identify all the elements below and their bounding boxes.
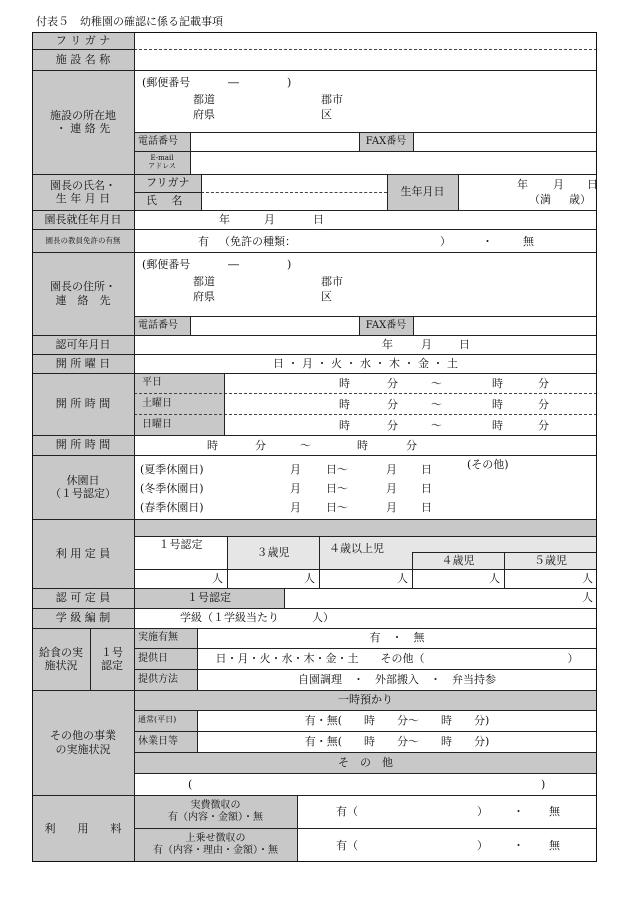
grid-line	[134, 414, 597, 415]
director-address-fax-label: FAX番号	[359, 316, 413, 335]
address-fuken: 府県	[193, 108, 215, 121]
licensed-capacity-nin: 人	[582, 591, 593, 605]
address-postal-prefix: (郵便番号	[142, 76, 191, 89]
open-hours-row-label-2: 日曜日	[134, 414, 224, 435]
holidays-label	[32, 455, 134, 519]
open-hours-2-kara: ～	[431, 419, 442, 432]
address-ku: 区	[321, 108, 332, 121]
grid-line	[32, 229, 597, 230]
grid-line	[134, 49, 597, 50]
grid-line	[32, 210, 597, 211]
other-services-row-value-0: 有・無( 時 分～ 時 分)	[304, 713, 490, 727]
open-days-value: 日 ・ 月 ・ 火 ・ 水 ・ 木 ・ 金 ・ 土	[273, 356, 458, 370]
grid-line	[32, 435, 597, 436]
holiday-1-day-kara: 日～	[326, 482, 348, 495]
holiday-0-month2: 月	[386, 463, 397, 476]
grid-line	[412, 552, 413, 588]
address-label	[32, 70, 134, 174]
grid-line	[134, 151, 597, 152]
appointment-day: 日	[313, 213, 324, 226]
grid-line	[32, 252, 597, 253]
capacity-age3-header: ３歳児	[227, 536, 319, 569]
meals-row-label-0: 実施有無	[134, 628, 197, 648]
director-address-tel-label: 電話番号	[134, 316, 190, 335]
capacity-age5-header: ５歳児	[504, 552, 597, 569]
fees-0-nashi: 無	[549, 805, 560, 818]
director-label-line2: 生 年 月 日	[55, 192, 111, 205]
fees-row-label-0	[134, 795, 297, 828]
meals-row-label-1: 提供日	[134, 648, 197, 669]
other-services-row-value-1: 有・無( 時 分～ 時 分)	[304, 734, 490, 748]
grid-line	[134, 669, 597, 670]
director-age-close: 歳）	[569, 193, 591, 206]
other-services-other-header: そ の 他	[134, 752, 597, 773]
holiday-row-label-2: (春季休園日)	[140, 501, 204, 514]
capacity-nin-2: 人	[397, 571, 408, 585]
grid-line	[297, 795, 298, 862]
approval-day: 日	[459, 338, 470, 351]
director-address-postal-close: )	[287, 258, 292, 271]
open-hours-1-kara: ～	[431, 398, 442, 411]
open-hours-0-fun1: 分	[387, 377, 398, 390]
grid-line	[190, 132, 191, 174]
open-hours-2-fun2: 分	[538, 419, 549, 432]
address-email-label	[134, 151, 190, 174]
director-label-line1: 園長の氏名・	[50, 178, 116, 192]
open-hours-0-ji2: 時	[492, 377, 503, 390]
meals-row-value-1: 日・月・火・水・木・金・土 その他（ ）	[215, 651, 579, 665]
holiday-row-label-1: (冬季休園日)	[140, 482, 204, 495]
meals-sub-label	[90, 628, 134, 690]
other-services-row-label-1: 休業日等	[134, 731, 197, 752]
grid-line	[134, 32, 135, 862]
appointment-year: 年	[219, 213, 230, 226]
holiday-1-month1: 月	[290, 482, 301, 495]
capacity-nin-3: 人	[489, 571, 500, 585]
approval-month: 月	[421, 338, 432, 351]
temporary-care-header: 一時預かり	[134, 690, 597, 710]
grid-line	[134, 316, 597, 317]
grid-line	[227, 536, 228, 588]
open-hours-row-label-0: 平日	[134, 373, 224, 393]
license-dot: ・	[482, 235, 493, 248]
director-address-postal-dash: ―	[228, 258, 239, 271]
grid-line	[387, 174, 388, 210]
open-hours-2-ji1: 時	[339, 419, 350, 432]
open-hours-1-ji2: 時	[492, 398, 503, 411]
grid-line	[413, 132, 414, 151]
director-address-label-line1: 園長の住所・	[50, 280, 116, 294]
director-birth-label: 生年月日	[387, 174, 458, 210]
address-tel-label: 電話番号	[134, 132, 190, 151]
director-address-todo: 都道	[193, 275, 215, 288]
director-address-fuken: 府県	[193, 290, 215, 303]
license-label: 園長の教員免許の有無	[32, 229, 134, 252]
grid-line	[504, 552, 505, 588]
open-hours2-ji2: 時	[357, 439, 368, 452]
grid-line	[32, 519, 597, 520]
form-title: 付表５ 幼稚園の確認に係る記載事項	[36, 15, 223, 28]
capacity-nin-4: 人	[582, 571, 593, 585]
fees-0-dot: ・	[513, 805, 524, 818]
holiday-0-day2: 日	[421, 463, 432, 476]
grid-line	[32, 335, 597, 336]
grid-line	[32, 354, 597, 355]
address-gunshi: 郡市	[321, 93, 343, 106]
holidays-label-line1: 休園日	[66, 473, 100, 487]
director-birth-day: 日	[587, 178, 598, 191]
capacity-nin-1: 人	[304, 571, 315, 585]
approval-label: 認可年月日	[32, 335, 134, 354]
licensed-capacity-label: 認 可 定 員	[32, 588, 134, 608]
holiday-2-day2: 日	[421, 501, 432, 514]
open-hours2-fun2: 分	[406, 439, 417, 452]
licensed-capacity-ichigo-label: １号認定	[134, 588, 284, 608]
open-hours-row-label-1: 土曜日	[134, 393, 224, 414]
grid-line	[359, 316, 360, 335]
other-services-row-label-0: 通常(平日)	[134, 710, 197, 731]
grid-line	[319, 536, 320, 588]
grid-line	[32, 588, 597, 589]
fees-label: 利 用 料	[32, 795, 134, 862]
grid-line	[190, 316, 191, 335]
holiday-2-month1: 月	[290, 501, 301, 514]
grid-line	[201, 192, 387, 193]
address-postal-close: )	[287, 76, 292, 89]
meals-sub-label-line1: １号	[101, 645, 123, 659]
address-todo: 都道	[193, 93, 215, 106]
holiday-1-month2: 月	[386, 482, 397, 495]
open-hours-1-fun1: 分	[387, 398, 398, 411]
grid-line	[32, 608, 597, 609]
meals-row-label-2: 提供方法	[134, 669, 197, 690]
meals-row-value-2: 自園調理 ・ 外部搬入 ・ 弁当持参	[298, 672, 496, 686]
grid-line	[32, 49, 134, 50]
holiday-0-day-kara: 日～	[326, 463, 348, 476]
open-hours-0-fun2: 分	[538, 377, 549, 390]
holiday-2-month2: 月	[386, 501, 397, 514]
other-services-label-line2: の実施状況	[55, 742, 111, 756]
grid-line	[134, 569, 597, 570]
fees-0-ari: 有（	[336, 805, 358, 818]
email-label-line2: アドレス	[148, 161, 176, 170]
director-birth-month: 月	[553, 178, 564, 191]
grid-line	[134, 393, 597, 394]
license-ari: 有	[198, 235, 209, 248]
capacity-ichigo-header: １号認定	[158, 538, 203, 551]
fees-1-nashi: 無	[549, 839, 560, 852]
grid-line	[413, 316, 414, 335]
director-furigana-label: フリガナ	[134, 174, 201, 192]
appointment-label: 園長就任年月日	[32, 210, 134, 229]
grid-line	[32, 455, 597, 456]
meals-row-value-0: 有 ・ 無	[369, 631, 425, 645]
open-hours-1-ji1: 時	[339, 398, 350, 411]
fees-row-label-1-line1: 上乗せ徴収の	[185, 833, 246, 844]
license-close: ）	[440, 235, 451, 248]
director-birth-year: 年	[517, 178, 528, 191]
capacity-age4-header: ４歳児	[412, 552, 504, 569]
meals-sub-label-line2: 認定	[101, 659, 123, 672]
capacity-header-band	[134, 519, 597, 536]
capacity-nin-0: 人	[212, 571, 223, 585]
grid-line	[224, 373, 225, 435]
holidays-label-line2: （１号認定）	[50, 487, 116, 500]
grid-line	[90, 628, 91, 690]
address-label-line2: ・ 連 絡 先	[55, 122, 111, 135]
grid-line	[134, 536, 597, 537]
approval-year: 年	[382, 338, 393, 351]
grid-line	[458, 174, 459, 210]
facility-furigana-label: フ リ ガ ナ	[32, 32, 134, 49]
director-shimei-label: 氏 名	[134, 192, 201, 210]
open-days-label: 開 所 曜 日	[32, 354, 134, 373]
open-hours-1-fun2: 分	[538, 398, 549, 411]
license-kind: （免許の種類：	[219, 235, 296, 248]
other-services-label-line1: その他の事業	[50, 729, 116, 743]
fees-row-label-0-line2: 有（内容・金額）・無	[168, 811, 263, 823]
meals-label	[32, 628, 90, 690]
fees-0-close: ）	[477, 805, 488, 818]
grid-line	[134, 192, 201, 193]
grid-line	[32, 373, 597, 374]
director-address-postal-prefix: (郵便番号	[142, 258, 191, 271]
grid-line	[134, 752, 597, 753]
open-hours-label: 開 所 時 間	[32, 373, 134, 435]
fees-1-dot: ・	[513, 839, 524, 852]
grid-line	[134, 773, 597, 774]
grid-line	[201, 174, 202, 210]
holiday-other-label: (その他)	[467, 458, 509, 471]
open-hours-2-ji2: 時	[492, 419, 503, 432]
fees-row-label-0-line1: 実費徴収の	[190, 799, 241, 811]
grid-line	[32, 690, 597, 691]
address-label-line1: 施設の所在地	[50, 108, 116, 122]
appointment-month: 月	[264, 213, 275, 226]
open-hours-2-fun1: 分	[387, 419, 398, 432]
grid-line	[134, 731, 597, 732]
capacity-age4up-label: ４歳以上児	[329, 542, 384, 555]
open-hours2-fun1: 分	[255, 439, 266, 452]
grid-line	[359, 132, 360, 151]
holiday-row-label-0: (夏季休園日)	[140, 463, 204, 476]
fees-row-label-1-line2: 有（内容・理由・金額）・無	[153, 845, 278, 856]
fees-1-close: ）	[477, 839, 488, 852]
address-postal-dash: ―	[228, 76, 239, 89]
other-services-label	[32, 690, 134, 795]
grid-line	[32, 795, 597, 796]
director-address-gunshi: 郡市	[321, 275, 343, 288]
grid-line	[32, 70, 597, 71]
grid-line	[284, 588, 285, 608]
open-hours2-kara: ～	[300, 439, 311, 452]
meals-label-line1: 給食の実	[39, 645, 83, 659]
classes-label: 学 級 編 制	[32, 608, 134, 628]
meals-label-line2: 施状況	[44, 659, 78, 672]
director-address-label-line2: 連 絡 先	[55, 293, 111, 307]
director-age-open: （満	[529, 193, 551, 206]
address-fax-label: FAX番号	[359, 132, 413, 151]
open-hours-0-ji1: 時	[339, 377, 350, 390]
grid-line	[197, 628, 198, 690]
open-hours-0-kara: ～	[431, 377, 442, 390]
kindergarten-form	[32, 32, 597, 862]
email-label-line1: E-mail	[150, 154, 174, 163]
capacity-label: 利 用 定 員	[32, 519, 134, 588]
grid-line	[32, 174, 597, 175]
open-hours2-label: 開 所 時 間	[32, 435, 134, 455]
facility-name-label: 施 設 名 称	[32, 49, 134, 70]
grid-line	[197, 710, 198, 752]
holiday-2-day-kara: 日～	[326, 501, 348, 514]
open-hours2-ji1: 時	[207, 439, 218, 452]
classes-value: 学級（１学級当たり 人）	[180, 611, 334, 625]
fees-row-label-1	[134, 828, 297, 862]
license-nashi: 無	[523, 235, 534, 248]
director-address-ku: 区	[321, 290, 332, 303]
other-services-paren-close: )	[541, 778, 546, 791]
director-address-label	[32, 252, 134, 335]
fees-1-ari: 有（	[336, 839, 358, 852]
holiday-0-month1: 月	[290, 463, 301, 476]
holiday-1-day2: 日	[421, 482, 432, 495]
grid-line	[134, 828, 597, 829]
grid-line	[134, 710, 597, 711]
director-label	[32, 174, 134, 210]
grid-line	[32, 628, 597, 629]
other-services-paren-open: (	[188, 778, 193, 791]
grid-line	[134, 648, 597, 649]
grid-line	[134, 132, 597, 133]
